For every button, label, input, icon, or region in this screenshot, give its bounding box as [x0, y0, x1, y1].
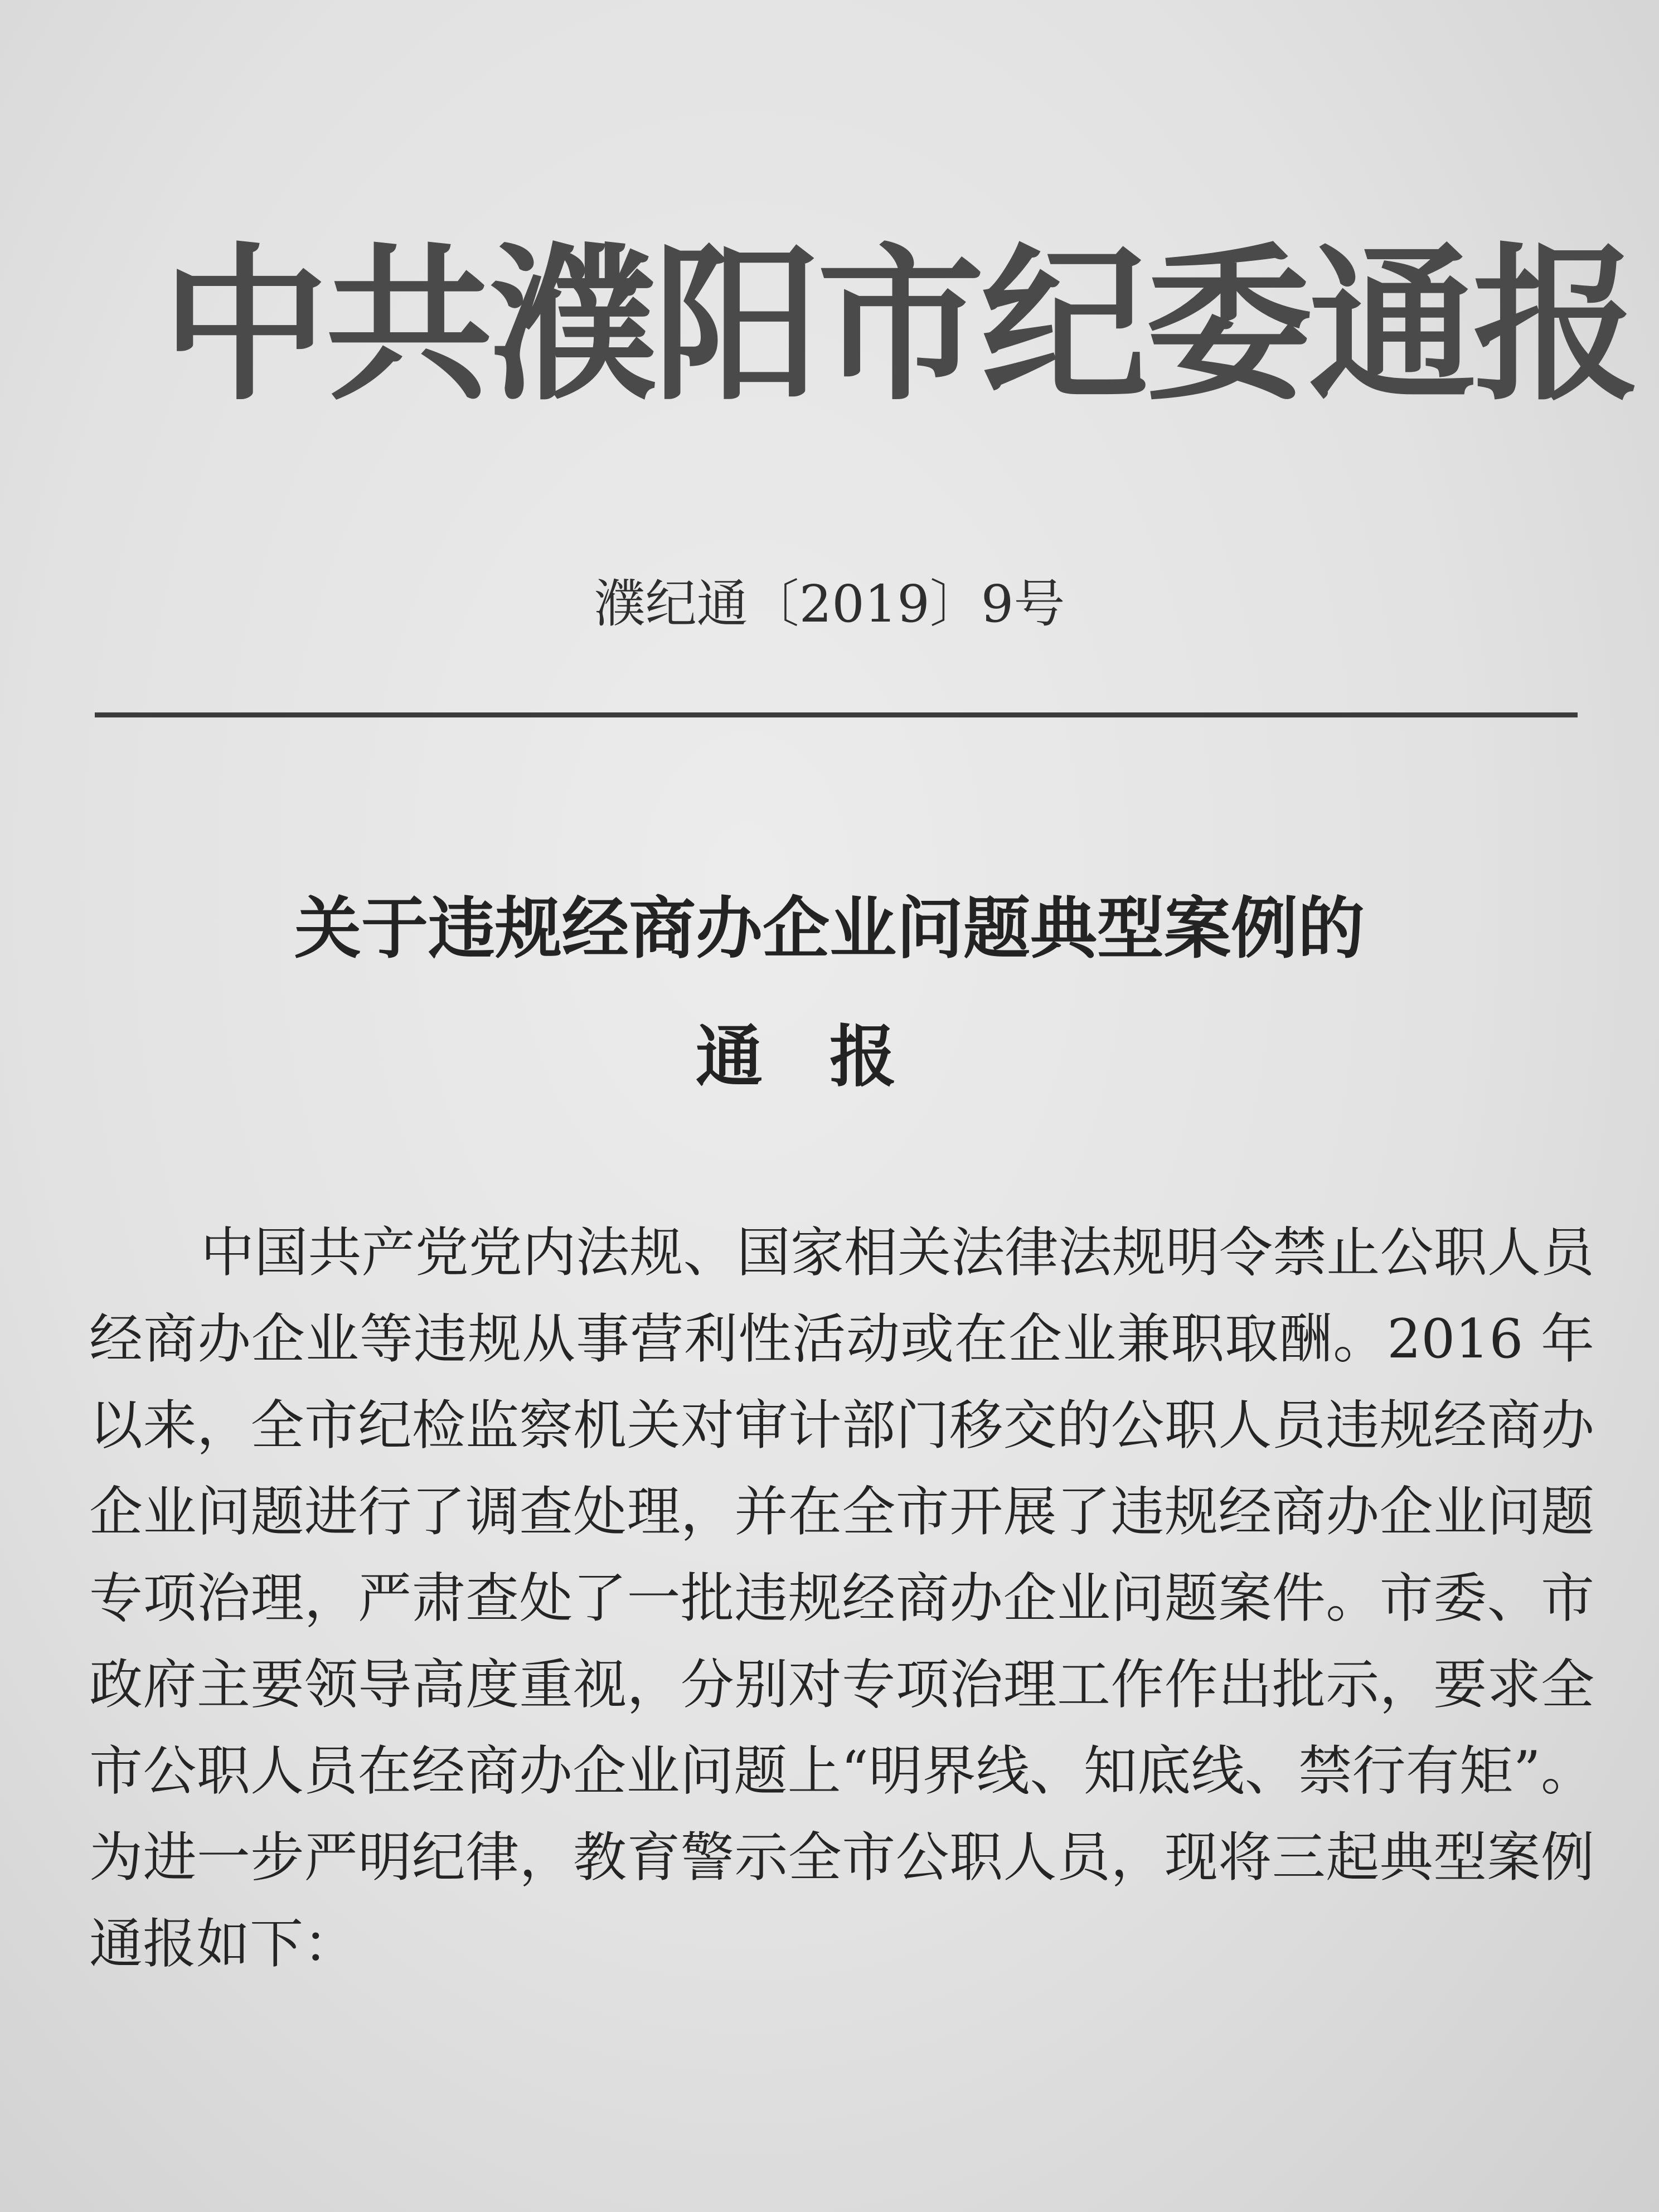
body-text — [89, 1210, 1594, 1987]
notice-title-line1: 关于违规经商办企业问题典型案例的 — [294, 889, 1365, 968]
document-number: 濮纪通〔2019〕9号 — [594, 574, 1065, 634]
body-line: 通报如下： — [89, 1913, 357, 1975]
body-line: 政府主要领导高度重视，分别对专项治理工作作出批示，要求全 — [89, 1653, 1594, 1716]
body-line: 企业问题进行了调查处理，并在全市开展了违规经商办企业问题 — [89, 1481, 1594, 1543]
notice-title-line2: 通报 — [696, 1017, 963, 1096]
body-line: 为进一步严明纪律，教育警示全市公职人员，现将三起典型案例 — [89, 1826, 1594, 1889]
masthead-title: 中共濮阳市纪委通报 — [162, 229, 1637, 423]
body-line: 中国共产党党内法规、国家相关法律法规明令禁止公职人员 — [201, 1221, 1594, 1284]
body-line: 专项治理，严肃查处了一批违规经商办企业问题案件。市委、市 — [89, 1567, 1594, 1629]
body-line: 以来，全市纪检监察机关对审计部门移交的公职人员违规经商办 — [89, 1394, 1594, 1457]
body-line: 市公职人员在经商办企业问题上“明界线、知底线、禁行有矩”。 — [89, 1740, 1594, 1802]
separator-rule — [95, 712, 1578, 717]
body-line: 经商办企业等违规从事营利性活动或在企业兼职取酬。2016 年 — [89, 1308, 1594, 1370]
